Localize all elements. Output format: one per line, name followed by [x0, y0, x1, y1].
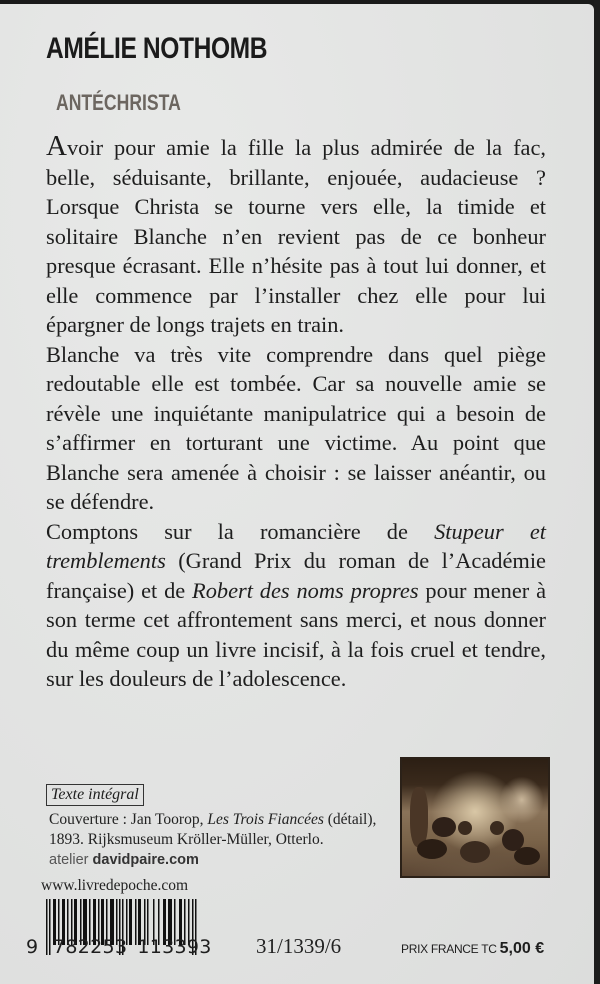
- texte-integral-badge: Texte intégral: [46, 784, 144, 806]
- book-title: ANTÉCHRISTA: [56, 90, 181, 115]
- reference-code: 31/1339/6: [256, 934, 342, 958]
- designer-credit: atelier davidpaire.com: [49, 852, 199, 868]
- blurb-paragraph-3: Comptons sur la romancière de Stupeur et tremblements (Grand Prix du roman de l’Académie française) et de Robert des noms propres pour mener à son terme cet affrontement sans merci, et nous donner du même coup un livre incisif, à la fois cruel et tendre, sur les douleurs de l’adolescence.: [46, 518, 547, 691]
- blurb-paragraph-2: Blanche va très vite comprendre dans quel piège redoutable elle est tombée. Car sa nouvelle amie se révèle une inquiétante manipulatrice qui a besoin de s’affirmer en torturant une victime. Au point que Blanche sera amenée à choisir : se laisser anéantir, ou se défendre.: [46, 341, 546, 514]
- cover-edge: [594, 0, 600, 984]
- price-tag: [401, 940, 544, 958]
- painting-thumbnail-icon: [400, 757, 550, 878]
- drop-cap: A: [46, 130, 67, 162]
- author-name: AMÉLIE NOTHOMB: [46, 32, 268, 65]
- book-reference-robert: Robert des noms propres: [192, 577, 419, 603]
- book-back-cover: [0, 4, 594, 984]
- book-reference-stupeur: Stupeur et tremblements: [46, 518, 547, 573]
- cover-credits: Couverture : Jan Toorop, Les Trois Fiancées (détail), 1893. Rijksmuseum Kröller-Müller, Otterlo.: [49, 811, 377, 848]
- isbn-prefix: 9: [26, 936, 39, 958]
- price-value: 5,00 €: [499, 940, 545, 957]
- publisher-website: www.livredepoche.com: [41, 877, 189, 894]
- blurb-text: [46, 132, 546, 694]
- price-label: PRIX FRANCE TC: [401, 942, 500, 956]
- blurb-paragraph-1: Avoir pour amie la fille la plus admirée de la fac, belle, séduisante, brillante, enjouée, audacieuse ? Lorsque Christa se tourne vers elle, la timide et solitaire Blanche n’en revient pas de ce bonheur presque écrasant. Elle n’hésite pas à tout lui donner, et elle commence par l’installer chez elle pour lui épargner de longs trajets en train.: [46, 130, 546, 337]
- isbn-number: 782253 113393: [53, 936, 212, 958]
